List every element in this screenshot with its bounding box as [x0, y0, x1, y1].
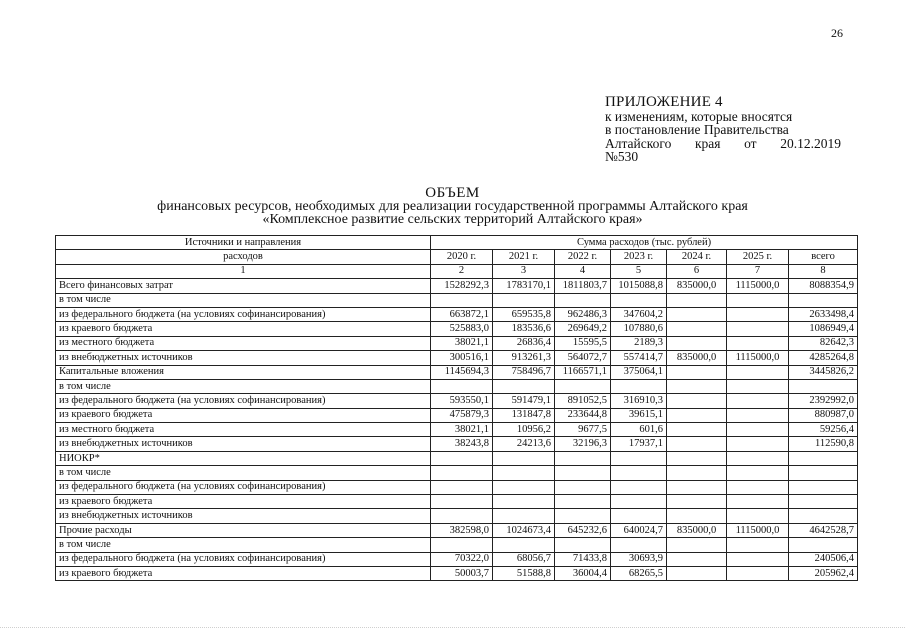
row-value: 382598,0 — [431, 523, 493, 537]
annex-line: в постановление Правительства — [605, 122, 789, 137]
row-value — [431, 538, 493, 552]
row-value — [789, 451, 858, 465]
row-value: 269649,2 — [555, 322, 611, 336]
row-value: 663872,1 — [431, 307, 493, 321]
row-value: 1528292,3 — [431, 279, 493, 293]
row-label: в том числе — [56, 538, 431, 552]
row-value: 59256,4 — [789, 423, 858, 437]
row-label: Капитальные вложения — [56, 365, 431, 379]
page-number: 26 — [831, 26, 843, 40]
row-value — [727, 480, 789, 494]
row-value — [555, 495, 611, 509]
row-value — [667, 480, 727, 494]
row-value — [727, 466, 789, 480]
row-label: из местного бюджета — [56, 336, 431, 350]
header-total: всего — [789, 250, 858, 264]
row-value — [555, 293, 611, 307]
row-value: 880987,0 — [789, 408, 858, 422]
row-value: 758496,7 — [493, 365, 555, 379]
header-year: 2021 г. — [493, 250, 555, 264]
row-value — [493, 538, 555, 552]
row-value — [555, 466, 611, 480]
row-value — [611, 538, 667, 552]
row-value: 640024,7 — [611, 523, 667, 537]
table-row — [56, 509, 858, 523]
column-number-row — [56, 264, 858, 278]
row-value — [667, 307, 727, 321]
row-value: 32196,3 — [555, 437, 611, 451]
row-value: 645232,6 — [555, 523, 611, 537]
row-value: 557414,7 — [611, 351, 667, 365]
row-value — [555, 379, 611, 393]
row-label: в том числе — [56, 466, 431, 480]
row-value — [789, 293, 858, 307]
row-value: 1115000,0 — [727, 351, 789, 365]
table-row — [56, 437, 858, 451]
row-value: 2189,3 — [611, 336, 667, 350]
row-value — [727, 365, 789, 379]
header-sum: Сумма расходов (тыс. рублей) — [431, 236, 858, 250]
scan-edge-line — [0, 627, 905, 629]
row-value — [727, 307, 789, 321]
row-value — [789, 495, 858, 509]
row-value — [667, 394, 727, 408]
table-row — [56, 394, 858, 408]
row-value: 1145694,3 — [431, 365, 493, 379]
table-row — [56, 538, 858, 552]
row-value — [493, 451, 555, 465]
row-value: 131847,8 — [493, 408, 555, 422]
header-row — [56, 236, 858, 250]
row-value: 107880,6 — [611, 322, 667, 336]
document-subtitle: «Комплексное развитие сельских территорий Алтайского края» — [262, 211, 643, 227]
row-value: 68056,7 — [493, 552, 555, 566]
row-value — [789, 538, 858, 552]
row-value — [493, 495, 555, 509]
row-value — [727, 408, 789, 422]
row-label: из краевого бюджета — [56, 322, 431, 336]
row-value — [667, 293, 727, 307]
row-value — [493, 509, 555, 523]
row-value — [493, 466, 555, 480]
row-value: 300516,1 — [431, 351, 493, 365]
document-subtitle: финансовых ресурсов, необходимых для реализации государственной программы Алтайского края — [157, 199, 748, 214]
row-label: из местного бюджета — [56, 423, 431, 437]
row-value: 38021,1 — [431, 423, 493, 437]
row-value: 835000,0 — [667, 279, 727, 293]
row-value: 375064,1 — [611, 365, 667, 379]
row-value — [667, 437, 727, 451]
row-value: 71433,8 — [555, 552, 611, 566]
row-value — [667, 552, 727, 566]
row-value: 8088354,9 — [789, 279, 858, 293]
row-value: 15595,5 — [555, 336, 611, 350]
column-number: 4 — [555, 264, 611, 278]
annex-block — [605, 96, 841, 164]
row-label: Прочие расходы — [56, 523, 431, 537]
row-label: НИОКР* — [56, 451, 431, 465]
row-value — [727, 451, 789, 465]
row-value: 10956,2 — [493, 423, 555, 437]
row-label: из федерального бюджета (на условиях софинансирования) — [56, 480, 431, 494]
column-number: 3 — [493, 264, 555, 278]
row-value: 68265,5 — [611, 566, 667, 580]
row-value: 70322,0 — [431, 552, 493, 566]
row-value: 30693,9 — [611, 552, 667, 566]
row-value — [611, 466, 667, 480]
annex-word: 20.12.2019 — [780, 135, 841, 151]
column-number: 7 — [727, 264, 789, 278]
row-value — [611, 480, 667, 494]
row-value — [431, 293, 493, 307]
column-number: 1 — [56, 264, 431, 278]
row-value: 240506,4 — [789, 552, 858, 566]
table-row — [56, 293, 858, 307]
row-value: 593550,1 — [431, 394, 493, 408]
row-value: 1166571,1 — [555, 365, 611, 379]
row-value: 38021,1 — [431, 336, 493, 350]
row-label: из внебюджетных источников — [56, 509, 431, 523]
table-row — [56, 408, 858, 422]
row-value — [727, 336, 789, 350]
row-value — [727, 437, 789, 451]
row-label: из федерального бюджета (на условиях софинансирования) — [56, 307, 431, 321]
row-value — [667, 336, 727, 350]
row-value: 2633498,4 — [789, 307, 858, 321]
row-value — [667, 379, 727, 393]
table-row — [56, 279, 858, 293]
row-value: 601,6 — [611, 423, 667, 437]
table-row — [56, 423, 858, 437]
row-label: Всего финансовых затрат — [56, 279, 431, 293]
annex-word: от — [744, 135, 757, 151]
row-value: 913261,3 — [493, 351, 555, 365]
row-value: 26836,4 — [493, 336, 555, 350]
row-value — [667, 322, 727, 336]
row-value: 233644,8 — [555, 408, 611, 422]
row-value: 891052,5 — [555, 394, 611, 408]
row-value: 36004,4 — [555, 566, 611, 580]
row-value: 1115000,0 — [727, 523, 789, 537]
annex-word: края — [694, 135, 721, 151]
row-value — [555, 538, 611, 552]
row-value: 9677,5 — [555, 423, 611, 437]
row-value — [667, 365, 727, 379]
annex-word: Алтайского — [605, 135, 672, 151]
row-value: 17937,1 — [611, 437, 667, 451]
column-number: 5 — [611, 264, 667, 278]
table-row — [56, 365, 858, 379]
row-value: 39615,1 — [611, 408, 667, 422]
header-year: 2020 г. — [431, 250, 493, 264]
row-value — [611, 379, 667, 393]
row-value — [431, 509, 493, 523]
row-value — [431, 379, 493, 393]
table-row — [56, 336, 858, 350]
row-value: 1024673,4 — [493, 523, 555, 537]
header-row — [56, 250, 858, 264]
row-value — [667, 466, 727, 480]
row-value — [727, 379, 789, 393]
row-value: 3445826,2 — [789, 365, 858, 379]
row-value — [727, 322, 789, 336]
annex-line: №530 — [605, 149, 639, 164]
table-row — [56, 351, 858, 365]
table-row — [56, 552, 858, 566]
row-value — [727, 566, 789, 580]
row-value — [555, 480, 611, 494]
header-year: 2023 г. — [611, 250, 667, 264]
row-value: 50003,7 — [431, 566, 493, 580]
row-value: 183536,6 — [493, 322, 555, 336]
document-heading: ОБЪЕМ — [425, 185, 480, 201]
column-number: 8 — [789, 264, 858, 278]
row-value — [789, 466, 858, 480]
row-value — [611, 451, 667, 465]
row-value: 2392992,0 — [789, 394, 858, 408]
row-value: 835000,0 — [667, 523, 727, 537]
row-value — [493, 379, 555, 393]
row-value — [431, 495, 493, 509]
table-row — [56, 523, 858, 537]
header-sources: Источники и направления — [56, 236, 431, 250]
table-row — [56, 566, 858, 580]
row-value — [727, 552, 789, 566]
annex-line: к изменениям, которые вносятся — [605, 108, 793, 124]
row-value — [667, 423, 727, 437]
row-value: 205962,4 — [789, 566, 858, 580]
header-year: 2022 г. — [555, 250, 611, 264]
row-value — [431, 466, 493, 480]
table-row — [56, 495, 858, 509]
table-row — [56, 307, 858, 321]
row-value: 4285264,8 — [789, 351, 858, 365]
header-year: 2025 г. — [727, 250, 789, 264]
row-value: 525883,0 — [431, 322, 493, 336]
row-value — [727, 538, 789, 552]
row-value: 835000,0 — [667, 351, 727, 365]
row-value: 659535,8 — [493, 307, 555, 321]
annex-title: ПРИЛОЖЕНИЕ 4 — [605, 94, 723, 110]
row-value — [667, 538, 727, 552]
row-value — [789, 509, 858, 523]
row-value — [611, 293, 667, 307]
row-value — [789, 480, 858, 494]
row-value — [493, 480, 555, 494]
row-value: 316910,3 — [611, 394, 667, 408]
table-row — [56, 322, 858, 336]
row-value: 564072,7 — [555, 351, 611, 365]
row-value: 4642528,7 — [789, 523, 858, 537]
table-row — [56, 466, 858, 480]
row-value — [727, 509, 789, 523]
row-value: 82642,3 — [789, 336, 858, 350]
document-title — [0, 186, 905, 226]
row-value — [667, 495, 727, 509]
header-year: 2024 г. — [667, 250, 727, 264]
row-value — [555, 509, 611, 523]
row-value: 1086949,4 — [789, 322, 858, 336]
finance-table — [55, 235, 858, 581]
row-value — [727, 495, 789, 509]
row-label: в том числе — [56, 293, 431, 307]
row-label: из внебюджетных источников — [56, 437, 431, 451]
annex-line-justified — [605, 137, 841, 151]
row-value: 1015088,8 — [611, 279, 667, 293]
row-value: 112590,8 — [789, 437, 858, 451]
row-value: 1115000,0 — [727, 279, 789, 293]
row-value — [667, 451, 727, 465]
table-row — [56, 480, 858, 494]
row-value — [727, 394, 789, 408]
row-value — [431, 480, 493, 494]
row-value — [493, 293, 555, 307]
row-value: 1811803,7 — [555, 279, 611, 293]
header-sources: расходов — [56, 250, 431, 264]
row-value — [611, 495, 667, 509]
column-number: 6 — [667, 264, 727, 278]
row-value: 962486,3 — [555, 307, 611, 321]
row-value — [667, 509, 727, 523]
row-label: в том числе — [56, 379, 431, 393]
table-row — [56, 451, 858, 465]
row-value — [789, 379, 858, 393]
row-value: 591479,1 — [493, 394, 555, 408]
row-label: из краевого бюджета — [56, 495, 431, 509]
row-value — [667, 408, 727, 422]
row-label: из федерального бюджета (на условиях софинансирования) — [56, 394, 431, 408]
row-label: из краевого бюджета — [56, 408, 431, 422]
row-value: 38243,8 — [431, 437, 493, 451]
row-value — [555, 451, 611, 465]
row-value — [431, 451, 493, 465]
row-value: 475879,3 — [431, 408, 493, 422]
row-value — [667, 566, 727, 580]
row-value — [727, 423, 789, 437]
row-label: из внебюджетных источников — [56, 351, 431, 365]
row-label: из федерального бюджета (на условиях софинансирования) — [56, 552, 431, 566]
row-value — [611, 509, 667, 523]
column-number: 2 — [431, 264, 493, 278]
row-value: 347604,2 — [611, 307, 667, 321]
row-value: 24213,6 — [493, 437, 555, 451]
row-value: 1783170,1 — [493, 279, 555, 293]
row-value — [727, 293, 789, 307]
table-row — [56, 379, 858, 393]
row-label: из краевого бюджета — [56, 566, 431, 580]
row-value: 51588,8 — [493, 566, 555, 580]
